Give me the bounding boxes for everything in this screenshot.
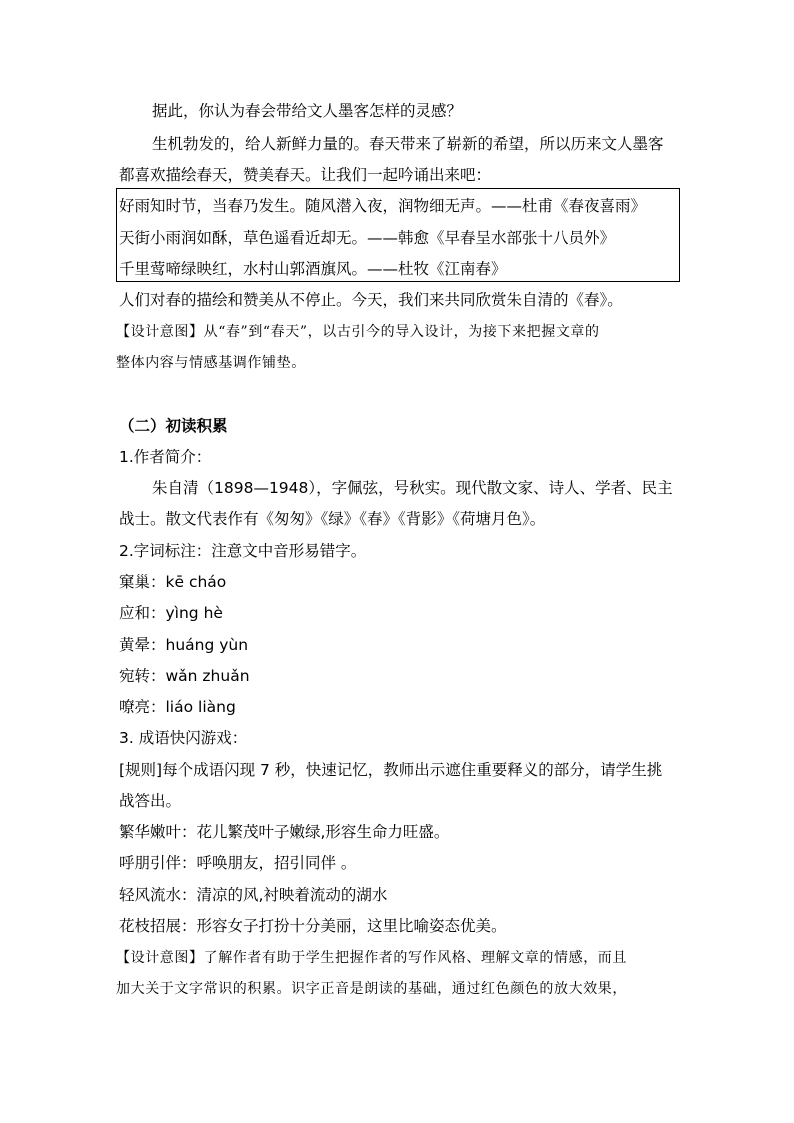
idiom-item: 呼朋引伴：呼唤朋友，招引同伴 。 bbox=[119, 854, 357, 872]
vocab-item: 嘹亮：liáo liàng bbox=[119, 698, 236, 716]
design-intent-line2: 整体内容与情感基调作铺垫。 bbox=[116, 355, 306, 371]
intro-question: 据此，你认为春会带给文人墨客怎样的灵感？ bbox=[152, 102, 463, 120]
idiom-rule-line1: [规则]每个成语闪现 7 秒，快速记忆，教师出示遮住重要释义的部分，请学生挑 bbox=[119, 761, 663, 779]
vocab-item: 黄晕：huáng yùn bbox=[119, 636, 249, 654]
transition-text: 人们对春的描绘和赞美从不停止。今天，我们来共同欣赏朱自清的《春》。 bbox=[119, 291, 623, 309]
vocab-item: 窠巢：kē cháo bbox=[119, 573, 227, 591]
design-intent-line2: 加大关于文字常识的积累。识字正音是朗读的基础，通过红色颜色的放大效果， bbox=[116, 981, 627, 997]
idiom-item: 花枝招展：形容女子打扮十分美丽，这里比喻姿态优美。 bbox=[119, 917, 507, 935]
author-intro-line2: 战士。散文代表作有《匆匆》《绿》《春》《背影》《荷塘月色》。 bbox=[119, 510, 546, 528]
poem-line: 天街小雨润如酥，草色遥看近却无。——韩愈《早春呈水部张十八员外》 bbox=[119, 229, 616, 247]
intro-answer-line2: 都喜欢描绘春天，赞美春天。让我们一起吟诵出来吧： bbox=[119, 166, 492, 184]
author-intro-line1: 朱自清（1898—1948），字佩弦，号秋实。现代散文家、诗人、学者、民主 bbox=[152, 479, 673, 497]
idiom-rule-line2: 战答出。 bbox=[119, 792, 182, 810]
vocab-title: 2.字词标注：注意文中音形易错字。 bbox=[119, 542, 367, 560]
vocab-item: 应和：yìng hè bbox=[119, 604, 223, 622]
poem-line: 好雨知时节，当春乃发生。随风潜入夜，润物细无声。——杜甫《春夜喜雨》 bbox=[119, 197, 647, 215]
author-intro-title: 1.作者简介： bbox=[119, 448, 212, 466]
intro-answer-line1: 生机勃发的，给人新鲜力量的。春天带来了崭新的希望，所以历来文人墨客 bbox=[152, 135, 664, 153]
vocab-item: 宛转：wǎn zhuǎn bbox=[119, 667, 250, 685]
poem-line: 千里莺啼绿映红，水村山郭酒旗风。——杜牧《江南春》 bbox=[119, 260, 507, 278]
section-heading: （二）初读积累 bbox=[119, 417, 228, 435]
design-intent-line1: 【设计意图】从“春”到“春天”，以古引今的导入设计，为接下来把握文章的 bbox=[116, 324, 600, 340]
idiom-game-title: 3. 成语快闪游戏： bbox=[119, 729, 248, 747]
idiom-item: 轻风流水：清凉的风,衬映着流动的湖水 bbox=[119, 886, 388, 904]
idiom-item: 繁华嫩叶：花儿繁茂叶子嫩绿,形容生命力旺盛。 bbox=[119, 823, 450, 841]
design-intent-line1: 【设计意图】了解作者有助于学生把握作者的写作风格、理解文章的情感，而且 bbox=[116, 950, 627, 966]
